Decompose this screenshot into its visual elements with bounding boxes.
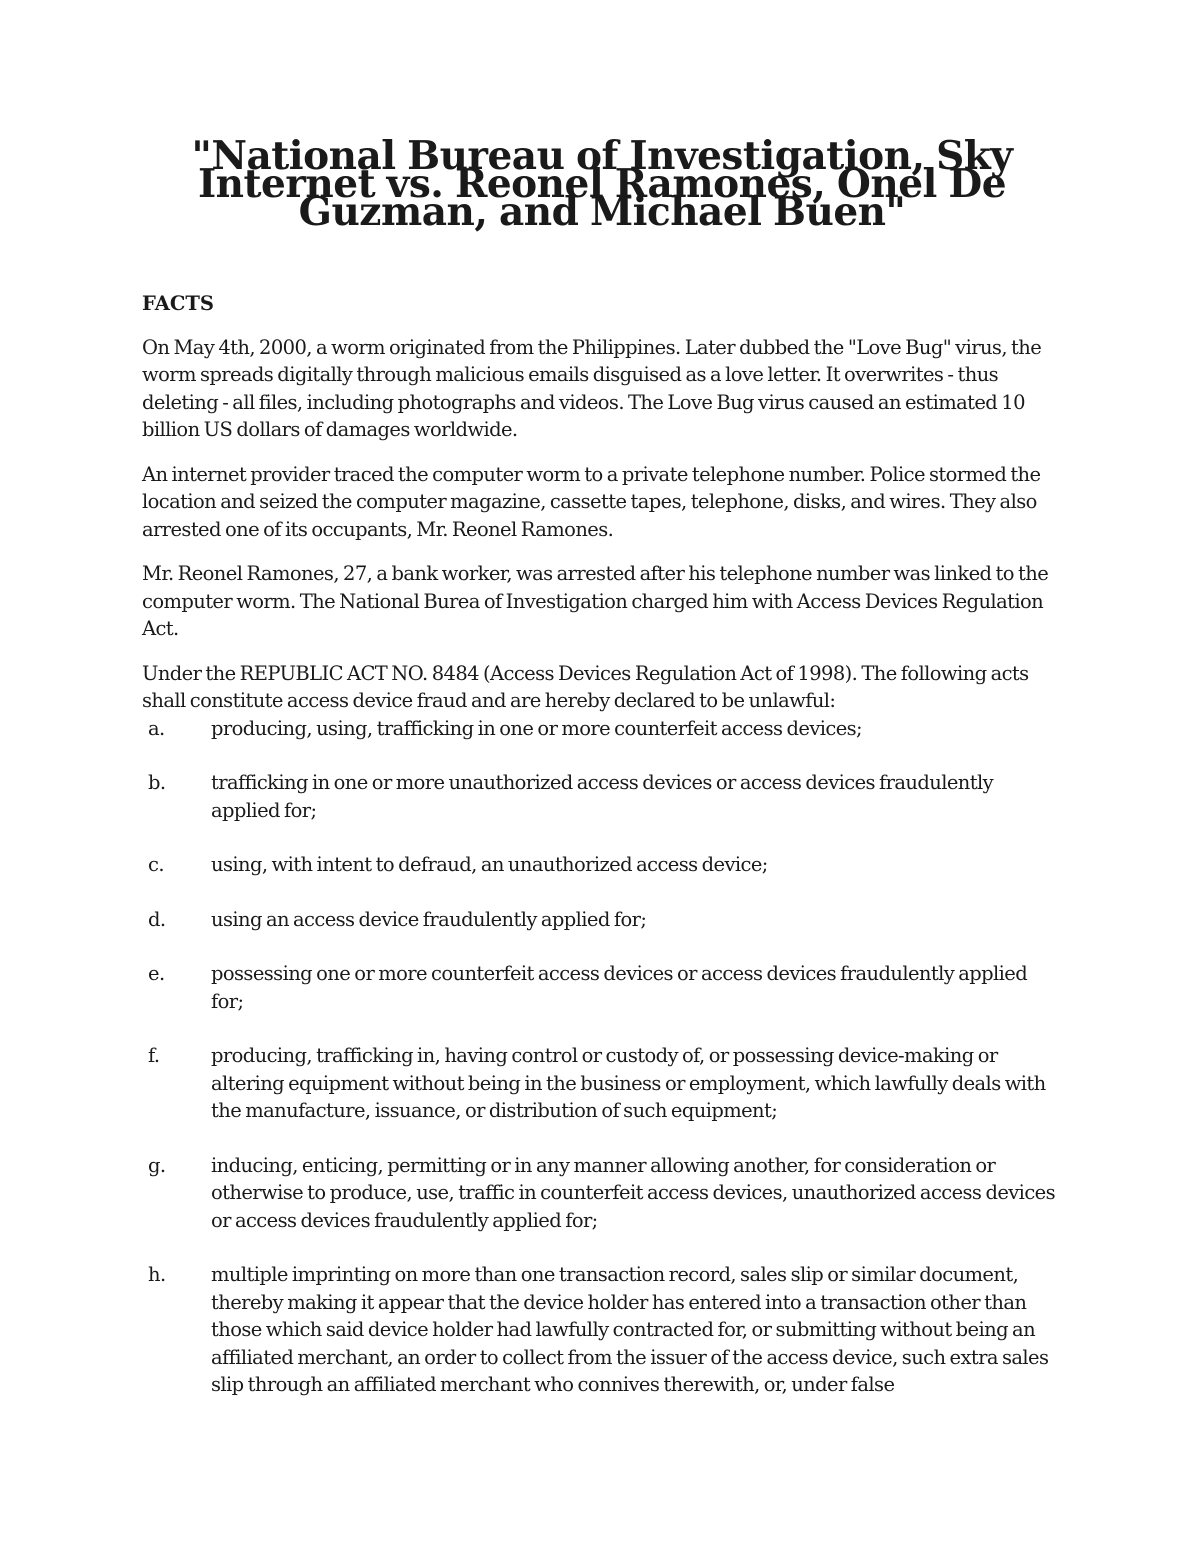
list-item-letter: e. [148,962,165,985]
section-heading-facts: FACTS [142,292,214,315]
list-item-letter: a. [148,716,165,740]
paragraph-love-bug: On May 4th, 2000, a worm originated from the Philippines. Later dubbed the "Love Bug" virus, the worm spreads digitally through malicious emails disguised as a love letter. It overwrites - thus deleting - all files, including photographs and videos. The Love Bug virus caused an estimated 10 billion US dollars of damages worldwide. [142,335,1042,441]
list-item-letter: h. [148,1263,166,1286]
unlawful-acts-list [142,715,1062,1399]
document-body [142,133,1062,1399]
paragraph-ramones-charge: Mr. Reonel Ramones, 27, a bank worker, was arrested after his telephone number was linked to the computer worm. The National Burea of Investigation charged him with Access Devices Regulation Act. [142,562,1049,640]
list-item [142,851,1062,879]
list-item-text: multiple imprinting on more than one transaction record, sales slip or similar document, thereby making it appear that the device holder has entered into a transaction other than those which said device holder had lawfully contracted for, or submitting without being an affiliated merchant, an order to collect from the issuer of the access device, such extra sales slip through an affiliated merchant who connives therewith, or, under false [211,1263,1049,1396]
list-item-text: using, with intent to defraud, an unauthorized access device; [211,853,768,876]
list-item [142,715,1062,743]
paragraph-republic-act: Under the REPUBLIC ACT NO. 8484 (Access Devices Regulation Act of 1998). The following acts shall constitute access device fraud and are hereby declared to be unlawful: [142,661,1029,712]
list-item [142,960,1062,1015]
list-item [142,769,1062,824]
list-item-text: using an access device fraudulently applied for; [211,907,647,931]
paragraph-arrest-location: An internet provider traced the computer worm to a private telephone number. Police stormed the location and seized the computer magazine, cassette tapes, telephone, disks, and wires. They also arrested one of its occupants, Mr. Reonel Ramones. [142,462,1041,541]
document-title: "National Bureau of Investigation, Sky Internet vs. Reonel Ramones, Onel De Guzman, and Michael Buen" [191,133,1013,235]
list-item [142,1152,1062,1235]
list-item-letter: c. [148,853,164,876]
list-item-text: possessing one or more counterfeit access devices or access devices fraudulently applied for; [211,962,1028,1013]
list-item-text: producing, using, trafficking in one or more counterfeit access devices; [211,716,863,740]
list-item-letter: f. [148,1044,160,1067]
list-item-text: inducing, enticing, permitting or in any manner allowing another, for consideration or otherwise to produce, use, traffic in counterfeit access devices, unauthorized access devices or access devices fraudulently applied for; [211,1153,1055,1232]
list-item-letter: d. [148,907,166,931]
list-item-text: trafficking in one or more unauthorized access devices or access devices fraudulently applied for; [211,771,994,822]
list-item [142,906,1062,934]
list-item-text: producing, trafficking in, having control or custody of, or possessing device-making or altering equipment without being in the business or employment, which lawfully deals with the manufacture, issuance, or distribution of such equipment; [211,1044,1046,1122]
list-item-letter: g. [148,1153,166,1177]
list-item [142,1042,1062,1125]
list-item [142,1261,1062,1399]
list-item-letter: b. [148,771,166,794]
